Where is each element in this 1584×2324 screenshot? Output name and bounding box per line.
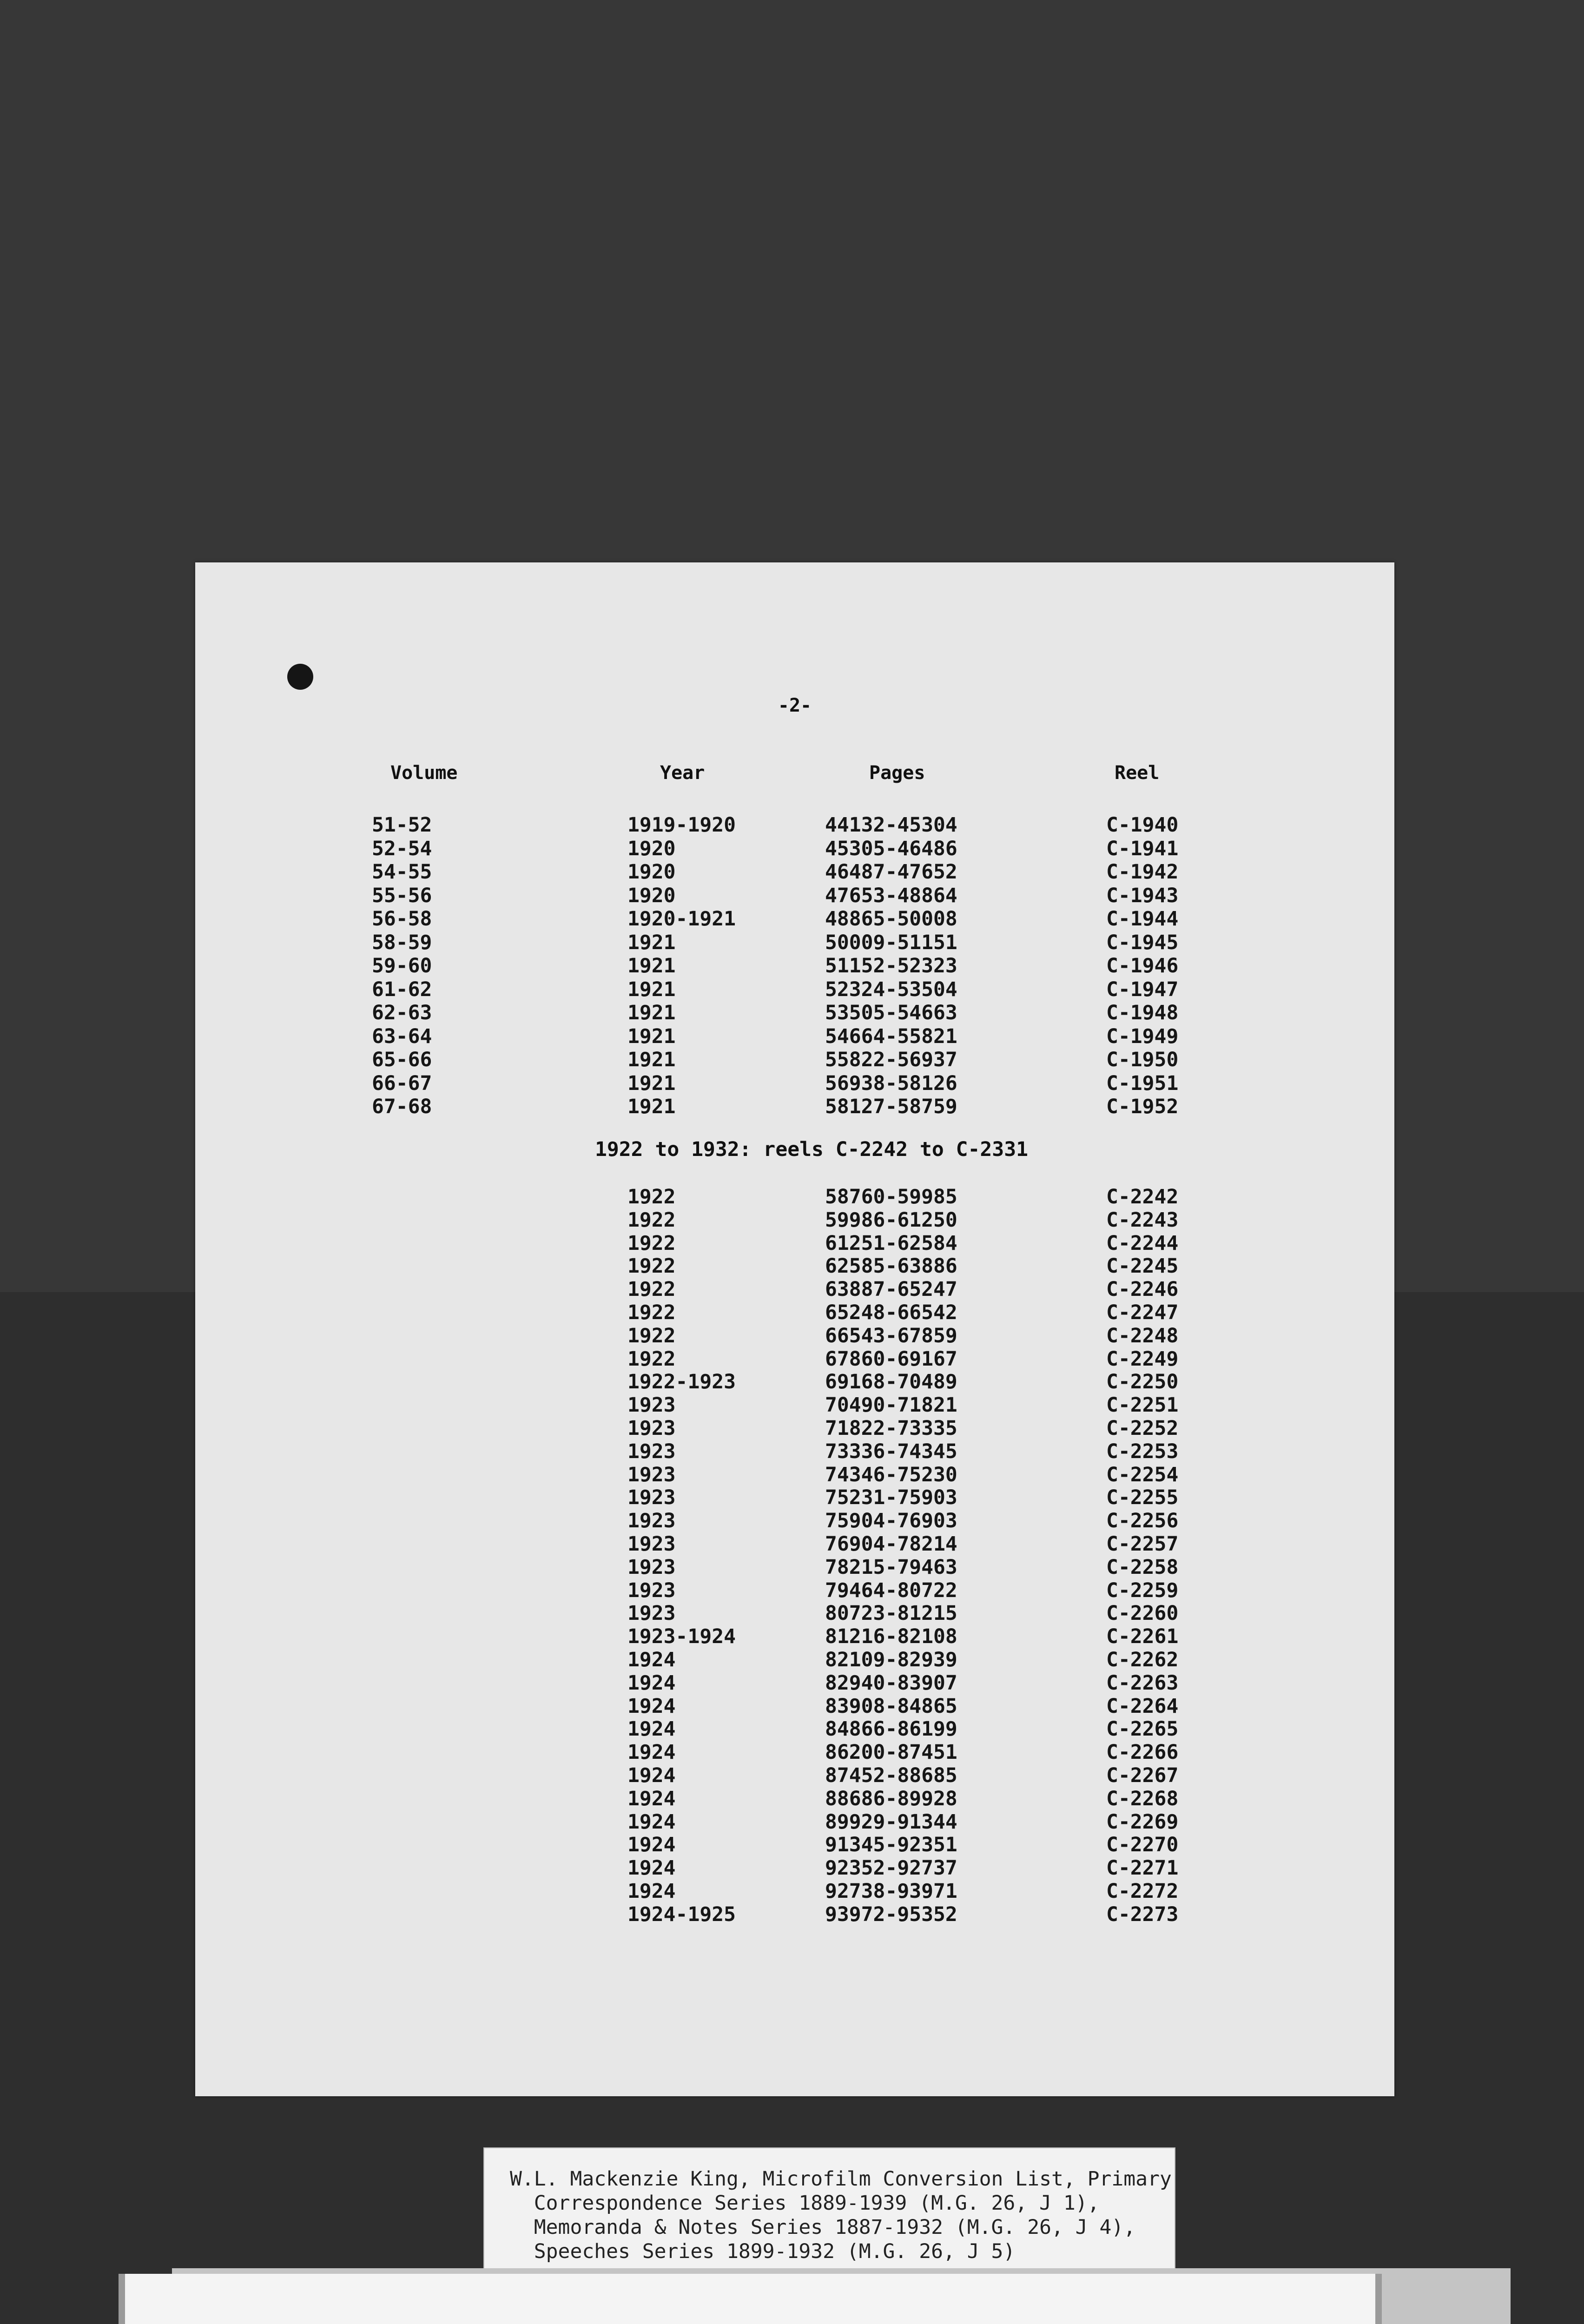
volume-cell: 59-60 xyxy=(372,954,432,977)
pages-cell: 66543-67859 xyxy=(825,1324,957,1347)
reel-cell: C-1943 xyxy=(1106,884,1179,907)
reel-cell: C-2270 xyxy=(1106,1833,1179,1857)
volume-cell: 56-58 xyxy=(372,907,432,931)
reel-cell: C-2244 xyxy=(1106,1231,1179,1255)
pages-cell: 52324-53504 xyxy=(825,977,957,1001)
pages-cell: 63887-65247 xyxy=(825,1278,957,1301)
pages-cell: 71822-73335 xyxy=(825,1416,957,1440)
volume-cell: 55-56 xyxy=(372,884,432,907)
table-row xyxy=(195,954,1394,978)
year-cell: 1920 xyxy=(627,837,676,860)
table-row xyxy=(195,1347,1394,1371)
year-cell: 1923 xyxy=(627,1439,676,1463)
pages-cell: 91345-92351 xyxy=(825,1833,957,1857)
pages-cell: 62585-63886 xyxy=(825,1254,957,1278)
year-cell: 1921 xyxy=(627,954,676,977)
table-row xyxy=(195,1072,1394,1096)
label-line-4: Speeches Series 1899-1932 (M.G. 26, J 5) xyxy=(510,2240,1016,2263)
reel-cell: C-2251 xyxy=(1106,1393,1179,1417)
label-line-2: Correspondence Series 1889-1939 (M.G. 26, J 1), xyxy=(510,2192,1100,2215)
year-cell: 1923-1924 xyxy=(627,1625,736,1649)
year-cell: 1922 xyxy=(627,1254,676,1278)
pages-cell: 92738-93971 xyxy=(825,1879,957,1903)
table-row xyxy=(195,1185,1394,1208)
table-row xyxy=(195,1001,1394,1025)
reel-cell: C-1947 xyxy=(1106,977,1179,1001)
reel-cell: C-2257 xyxy=(1106,1532,1179,1556)
year-cell: 1924 xyxy=(627,1763,676,1787)
volume-cell: 54-55 xyxy=(372,860,432,884)
volume-cell: 66-67 xyxy=(372,1071,432,1095)
pages-cell: 82109-82939 xyxy=(825,1648,957,1671)
year-cell: 1922 xyxy=(627,1324,676,1347)
reel-cell: C-2273 xyxy=(1106,1902,1179,1926)
reel-cell: C-2250 xyxy=(1106,1370,1179,1394)
volume-table xyxy=(195,813,1394,1119)
catalog-label-card xyxy=(483,2147,1175,2282)
year-cell: 1924 xyxy=(627,1741,676,1764)
year-cell: 1924 xyxy=(627,1671,676,1695)
table-row xyxy=(195,1417,1394,1440)
table-row xyxy=(195,1254,1394,1278)
year-cell: 1921 xyxy=(627,1095,676,1118)
year-cell: 1923 xyxy=(627,1578,676,1602)
table-row xyxy=(195,1648,1394,1671)
table-row xyxy=(195,1393,1394,1417)
reel-cell: C-1949 xyxy=(1106,1024,1179,1048)
reel-cell: C-2242 xyxy=(1106,1185,1179,1208)
pages-cell: 55822-56937 xyxy=(825,1048,957,1071)
table-row xyxy=(195,1717,1394,1741)
table-row xyxy=(195,1048,1394,1072)
pages-cell: 87452-88685 xyxy=(825,1763,957,1787)
table-row xyxy=(195,1787,1394,1810)
table-row xyxy=(195,1509,1394,1532)
reel-cell: C-2245 xyxy=(1106,1254,1179,1278)
document-page xyxy=(195,562,1394,2096)
header-reel: Reel xyxy=(1115,762,1160,784)
pages-cell: 74346-75230 xyxy=(825,1463,957,1486)
reel-cell: C-2267 xyxy=(1106,1763,1179,1787)
year-cell: 1922 xyxy=(627,1278,676,1301)
pages-cell: 75231-75903 xyxy=(825,1486,957,1510)
year-cell: 1924 xyxy=(627,1787,676,1810)
year-cell: 1922 xyxy=(627,1301,676,1324)
pages-cell: 65248-66542 xyxy=(825,1301,957,1324)
pages-cell: 76904-78214 xyxy=(825,1532,957,1556)
year-cell: 1921 xyxy=(627,1001,676,1024)
year-cell: 1922 xyxy=(627,1231,676,1255)
table-row xyxy=(195,1556,1394,1579)
year-cell: 1924 xyxy=(627,1856,676,1880)
table-row xyxy=(195,1232,1394,1255)
year-cell: 1922-1923 xyxy=(627,1370,736,1394)
reel-cell: C-2262 xyxy=(1106,1648,1179,1671)
volume-cell: 58-59 xyxy=(372,931,432,954)
year-cell: 1921 xyxy=(627,1024,676,1048)
pages-cell: 73336-74345 xyxy=(825,1439,957,1463)
reel-cell: C-2249 xyxy=(1106,1347,1179,1371)
year-cell: 1924 xyxy=(627,1694,676,1718)
page-number: -2- xyxy=(778,695,812,716)
table-row xyxy=(195,1440,1394,1463)
table-row xyxy=(195,907,1394,931)
reel-cell: C-2269 xyxy=(1106,1810,1179,1834)
label-line-3: Memoranda & Notes Series 1887-1932 (M.G. 26, J 4), xyxy=(510,2216,1136,2239)
reel-cell: C-2263 xyxy=(1106,1671,1179,1695)
table-row xyxy=(195,978,1394,1002)
reel-cell: C-1945 xyxy=(1106,931,1179,954)
pages-cell: 61251-62584 xyxy=(825,1231,957,1255)
reel-cell: C-2264 xyxy=(1106,1694,1179,1718)
pages-cell: 80723-81215 xyxy=(825,1602,957,1625)
volume-cell: 65-66 xyxy=(372,1048,432,1071)
pages-cell: 89929-91344 xyxy=(825,1810,957,1834)
reel-cell: C-2247 xyxy=(1106,1301,1179,1324)
pages-cell: 54664-55821 xyxy=(825,1024,957,1048)
reel-cell: C-1941 xyxy=(1106,837,1179,860)
archives-plaque xyxy=(119,2274,1382,2324)
year-cell: 1924-1925 xyxy=(627,1902,736,1926)
header-volume: Volume xyxy=(390,762,458,784)
table-row xyxy=(195,813,1394,837)
year-cell: 1922 xyxy=(627,1208,676,1232)
volume-cell: 52-54 xyxy=(372,837,432,860)
pages-cell: 46487-47652 xyxy=(825,860,957,884)
year-cell: 1924 xyxy=(627,1879,676,1903)
catalog-label-text xyxy=(510,2167,1170,2264)
table-row xyxy=(195,1463,1394,1486)
reel-cell: C-2260 xyxy=(1106,1602,1179,1625)
pages-cell: 70490-71821 xyxy=(825,1393,957,1417)
pages-cell: 47653-48864 xyxy=(825,884,957,907)
reel-cell: C-1940 xyxy=(1106,813,1179,837)
table-row xyxy=(195,1532,1394,1556)
year-cell: 1923 xyxy=(627,1532,676,1556)
table-row xyxy=(195,1208,1394,1232)
pages-cell: 67860-69167 xyxy=(825,1347,957,1371)
pages-cell: 84866-86199 xyxy=(825,1717,957,1741)
pages-cell: 56938-58126 xyxy=(825,1071,957,1095)
volume-cell: 67-68 xyxy=(372,1095,432,1118)
reel-cell: C-1951 xyxy=(1106,1071,1179,1095)
table-row xyxy=(195,1903,1394,1926)
table-row xyxy=(195,1856,1394,1880)
table-row xyxy=(195,1278,1394,1301)
pages-cell: 51152-52323 xyxy=(825,954,957,977)
table-row xyxy=(195,1486,1394,1509)
label-line-1: W.L. Mackenzie King, Microfilm Conversion List, Primary xyxy=(510,2167,1172,2191)
volume-cell: 61-62 xyxy=(372,977,432,1001)
header-year: Year xyxy=(660,762,705,784)
reel-cell: C-2261 xyxy=(1106,1625,1179,1649)
punch-hole xyxy=(287,664,313,690)
pages-cell: 44132-45304 xyxy=(825,813,957,837)
year-cell: 1921 xyxy=(627,1048,676,1071)
table-row xyxy=(195,837,1394,861)
reel-cell: C-1946 xyxy=(1106,954,1179,977)
pages-cell: 58127-58759 xyxy=(825,1095,957,1118)
table-row xyxy=(195,1741,1394,1764)
reel-cell: C-1950 xyxy=(1106,1048,1179,1071)
reel-cell: C-2265 xyxy=(1106,1717,1179,1741)
table-row xyxy=(195,1880,1394,1903)
year-cell: 1922 xyxy=(627,1185,676,1208)
header-pages: Pages xyxy=(869,762,925,784)
reel-cell: C-2256 xyxy=(1106,1509,1179,1533)
reel-table xyxy=(195,1185,1394,1926)
table-row xyxy=(195,860,1394,884)
pages-cell: 82940-83907 xyxy=(825,1671,957,1695)
reel-cell: C-2266 xyxy=(1106,1741,1179,1764)
table-row xyxy=(195,884,1394,908)
reel-cell: C-2253 xyxy=(1106,1439,1179,1463)
year-cell: 1920 xyxy=(627,884,676,907)
reel-cell: C-2255 xyxy=(1106,1486,1179,1510)
reel-cell: C-2268 xyxy=(1106,1787,1179,1810)
year-cell: 1923 xyxy=(627,1416,676,1440)
pages-cell: 53505-54663 xyxy=(825,1001,957,1024)
table-row xyxy=(195,931,1394,955)
reel-cell: C-1952 xyxy=(1106,1095,1179,1118)
year-cell: 1921 xyxy=(627,977,676,1001)
reel-cell: C-2272 xyxy=(1106,1879,1179,1903)
year-cell: 1923 xyxy=(627,1486,676,1510)
year-cell: 1924 xyxy=(627,1717,676,1741)
pages-cell: 88686-89928 xyxy=(825,1787,957,1810)
year-cell: 1923 xyxy=(627,1393,676,1417)
pages-cell: 83908-84865 xyxy=(825,1694,957,1718)
table-row xyxy=(195,1324,1394,1347)
reel-cell: C-2246 xyxy=(1106,1278,1179,1301)
table-row xyxy=(195,1833,1394,1856)
pages-cell: 92352-92737 xyxy=(825,1856,957,1880)
table-row xyxy=(195,1671,1394,1695)
reel-cell: C-2252 xyxy=(1106,1416,1179,1440)
table-row xyxy=(195,1625,1394,1648)
reel-cell: C-2243 xyxy=(1106,1208,1179,1232)
table-row xyxy=(195,1370,1394,1393)
year-cell: 1923 xyxy=(627,1509,676,1533)
pages-cell: 69168-70489 xyxy=(825,1370,957,1394)
year-cell: 1924 xyxy=(627,1833,676,1857)
reel-cell: C-1942 xyxy=(1106,860,1179,884)
year-cell: 1919-1920 xyxy=(627,813,736,837)
pages-cell: 93972-95352 xyxy=(825,1902,957,1926)
table-row xyxy=(195,1810,1394,1834)
year-cell: 1924 xyxy=(627,1810,676,1834)
reel-cell: C-2258 xyxy=(1106,1555,1179,1579)
pages-cell: 48865-50008 xyxy=(825,907,957,931)
pages-cell: 81216-82108 xyxy=(825,1625,957,1649)
table-row xyxy=(195,1025,1394,1049)
reel-cell: C-2271 xyxy=(1106,1856,1179,1880)
pages-cell: 59986-61250 xyxy=(825,1208,957,1232)
pages-cell: 79464-80722 xyxy=(825,1578,957,1602)
reel-cell: C-1948 xyxy=(1106,1001,1179,1024)
reel-cell: C-1944 xyxy=(1106,907,1179,931)
pages-cell: 45305-46486 xyxy=(825,837,957,860)
year-cell: 1921 xyxy=(627,1071,676,1095)
year-cell: 1922 xyxy=(627,1347,676,1371)
table-row xyxy=(195,1764,1394,1787)
pages-cell: 75904-76903 xyxy=(825,1509,957,1533)
reel-cell: C-2259 xyxy=(1106,1578,1179,1602)
pages-cell: 86200-87451 xyxy=(825,1741,957,1764)
year-cell: 1923 xyxy=(627,1463,676,1486)
table-row xyxy=(195,1602,1394,1625)
year-cell: 1924 xyxy=(627,1648,676,1671)
pages-cell: 58760-59985 xyxy=(825,1185,957,1208)
table-row xyxy=(195,1579,1394,1602)
year-cell: 1921 xyxy=(627,931,676,954)
year-cell: 1923 xyxy=(627,1555,676,1579)
reel-cell: C-2254 xyxy=(1106,1463,1179,1486)
reel-range-note: 1922 to 1932: reels C-2242 to C-2331 xyxy=(595,1138,1028,1161)
volume-cell: 51-52 xyxy=(372,813,432,837)
year-cell: 1923 xyxy=(627,1602,676,1625)
table-row xyxy=(195,1695,1394,1718)
table-row xyxy=(195,1095,1394,1119)
table-row xyxy=(195,1301,1394,1324)
pages-cell: 78215-79463 xyxy=(825,1555,957,1579)
reel-cell: C-2248 xyxy=(1106,1324,1179,1347)
volume-cell: 63-64 xyxy=(372,1024,432,1048)
pages-cell: 50009-51151 xyxy=(825,931,957,954)
volume-cell: 62-63 xyxy=(372,1001,432,1024)
year-cell: 1920 xyxy=(627,860,676,884)
year-cell: 1920-1921 xyxy=(627,907,736,931)
